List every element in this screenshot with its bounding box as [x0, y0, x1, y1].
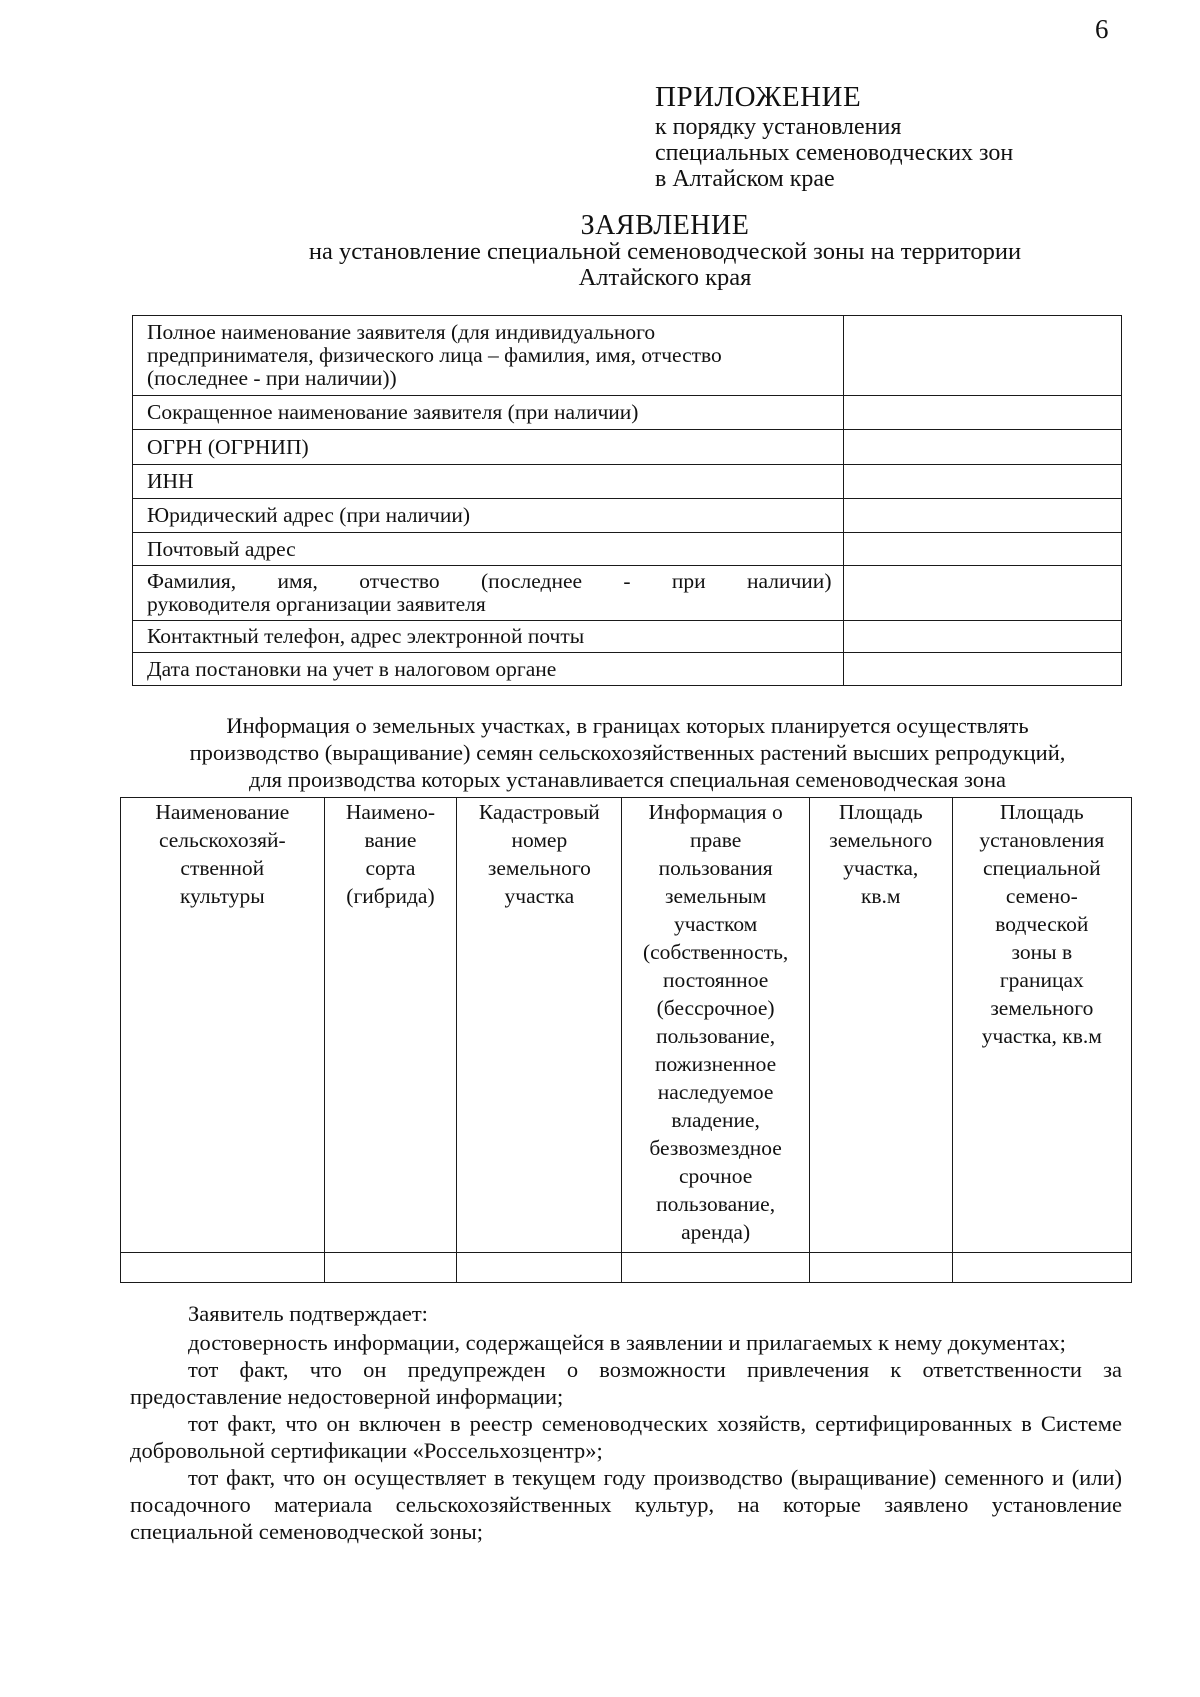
field-value-inn[interactable]: [844, 465, 1122, 499]
subtitle-line: Алтайского края: [578, 264, 752, 291]
header-line: водческой: [995, 912, 1089, 936]
appendix-line: к порядку установления: [655, 114, 902, 140]
header-line: семено-: [1005, 884, 1078, 908]
column-header-land-use-right: [622, 798, 809, 1253]
header-line: (бессрочное): [656, 996, 775, 1020]
table-cell[interactable]: [324, 1253, 457, 1283]
header-line: культуры: [179, 884, 265, 908]
field-value-full-name[interactable]: [844, 316, 1122, 396]
land-plots-table: [120, 797, 1132, 1283]
header-line: сельскохозяй-: [158, 828, 286, 852]
confirmation-intro: Заявитель подтверждает:: [188, 1301, 428, 1326]
table-cell[interactable]: [622, 1253, 809, 1283]
header-line: праве: [689, 828, 742, 852]
field-value-head-name[interactable]: [844, 566, 1122, 621]
header-line: Информация о: [648, 800, 783, 824]
applicant-info-table: [132, 315, 1122, 686]
confirmation-item: тот факт, что он предупрежден о возможности привлечения к ответственности за предоставление недостоверной информации;: [130, 1357, 1122, 1409]
header-line: номер: [511, 828, 568, 852]
table-cell[interactable]: [809, 1253, 952, 1283]
header-line: установления: [979, 828, 1105, 852]
column-header-variety: [324, 798, 457, 1253]
field-label-contacts: Контактный телефон, адрес электронной почты: [133, 621, 844, 653]
label-line: Полное наименование заявителя (для индивидуального: [147, 320, 656, 344]
header-line: (гибрида): [346, 884, 435, 908]
header-line: земельного: [829, 828, 933, 852]
header-line: вание: [364, 828, 417, 852]
table-row: [133, 533, 1122, 566]
table-row: [133, 566, 1122, 621]
table-row: [133, 465, 1122, 499]
appendix-line: в Алтайском крае: [655, 166, 835, 192]
header-line: безвозмездное: [649, 1136, 782, 1160]
field-label-inn: ИНН: [133, 465, 844, 499]
field-value-short-name[interactable]: [844, 396, 1122, 430]
table-row: [121, 1253, 1132, 1283]
confirmation-section: [130, 1300, 1122, 1545]
header-line: участком: [673, 912, 758, 936]
header-line: Наименование: [155, 800, 290, 824]
header-line: пожизненное: [655, 1052, 777, 1076]
header-line: кв.м: [860, 884, 901, 908]
header-line: сорта: [365, 856, 416, 880]
confirmation-item: тот факт, что он включен в реестр семеноводческих хозяйств, сертифицированных в Системе добровольной сертификации «Россельхозцентр»;: [130, 1411, 1122, 1463]
table-row: [133, 430, 1122, 465]
header-line: участка, кв.м: [981, 1024, 1102, 1048]
header-line: специальной: [983, 856, 1101, 880]
confirmation-item: тот факт, что он осуществляет в текущем году производство (выращивание) семенного и (или) посадочного материала сельскохозяйственных культур, на которые заявлено установление специальной семеноводческой зоны;: [130, 1465, 1122, 1544]
header-line: постоянное: [663, 968, 769, 992]
field-value-postal-address[interactable]: [844, 533, 1122, 566]
column-header-zone-area: [952, 798, 1131, 1253]
header-line: Площадь: [838, 800, 923, 824]
table-row: [133, 316, 1122, 396]
header-line: участка,: [843, 856, 919, 880]
header-line: границах: [999, 968, 1084, 992]
header-line: Площадь: [999, 800, 1084, 824]
intro-line: для производства которых устанавливается специальная семеноводческая зона: [249, 767, 1006, 792]
header-line: участка: [504, 884, 575, 908]
appendix-title: ПРИЛОЖЕНИЕ: [655, 81, 862, 113]
document-subtitle: [215, 239, 1115, 291]
table-row: [133, 653, 1122, 686]
header-line: зоны в: [1011, 940, 1073, 964]
header-line: аренда): [681, 1220, 751, 1244]
header-line: земельным: [664, 884, 767, 908]
header-line: земельного: [990, 996, 1094, 1020]
column-header-plot-area: [809, 798, 952, 1253]
subtitle-line: на установление специальной семеноводческой зоны на территории: [308, 238, 1022, 265]
field-label-tax-registration-date: Дата постановки на учет в налоговом органе: [133, 653, 844, 686]
column-header-crop-name: [121, 798, 325, 1253]
label-line: (последнее - при наличии)): [147, 366, 397, 390]
label-line: Фамилия, имя, отчество (последнее - при наличии): [147, 569, 832, 593]
table-header-row: [121, 798, 1132, 1253]
field-value-tax-registration-date[interactable]: [844, 653, 1122, 686]
document-title: ЗАЯВЛЕНИЕ: [580, 210, 750, 241]
table-row: [133, 621, 1122, 653]
field-label-postal-address: Почтовый адрес: [133, 533, 844, 566]
intro-line: производство (выращивание) семян сельскохозяйственных растений высших репродукций,: [189, 740, 1066, 765]
header-line: наследуемое: [657, 1080, 774, 1104]
field-label-full-name: [133, 316, 844, 396]
header-line: пользования: [658, 856, 773, 880]
land-info-intro: [135, 712, 1120, 793]
field-label-head-name: [133, 566, 844, 621]
field-label-short-name: Сокращенное наименование заявителя (при наличии): [133, 396, 844, 430]
field-value-ogrn[interactable]: [844, 430, 1122, 465]
table-row: [133, 499, 1122, 533]
header-line: пользование,: [656, 1192, 776, 1216]
header-line: пользование,: [656, 1024, 776, 1048]
header-line: срочное: [678, 1164, 753, 1188]
header-line: Кадастровый: [478, 800, 600, 824]
table-cell[interactable]: [457, 1253, 622, 1283]
field-value-contacts[interactable]: [844, 621, 1122, 653]
field-value-legal-address[interactable]: [844, 499, 1122, 533]
header-line: ственной: [180, 856, 265, 880]
header-line: земельного: [487, 856, 591, 880]
label-line: руководителя организации заявителя: [147, 592, 486, 616]
label-line: предпринимателя, физического лица – фамилия, имя, отчество: [147, 343, 722, 367]
column-header-cadastral-number: [457, 798, 622, 1253]
table-cell[interactable]: [952, 1253, 1131, 1283]
field-label-legal-address: Юридический адрес (при наличии): [133, 499, 844, 533]
table-row: [133, 396, 1122, 430]
header-line: владение,: [671, 1108, 760, 1132]
header-line: Наимено-: [345, 800, 436, 824]
page-number: 6: [1095, 14, 1109, 44]
intro-line: Информация о земельных участках, в границах которых планируется осуществлять: [226, 713, 1029, 738]
confirmation-item: достоверность информации, содержащейся в заявлении и прилагаемых к нему документах;: [188, 1330, 1066, 1355]
table-cell[interactable]: [121, 1253, 325, 1283]
appendix-block: [655, 80, 1125, 192]
header-line: (собственность,: [642, 940, 789, 964]
appendix-line: специальных семеноводческих зон: [655, 140, 1014, 166]
field-label-ogrn: ОГРН (ОГРНИП): [133, 430, 844, 465]
